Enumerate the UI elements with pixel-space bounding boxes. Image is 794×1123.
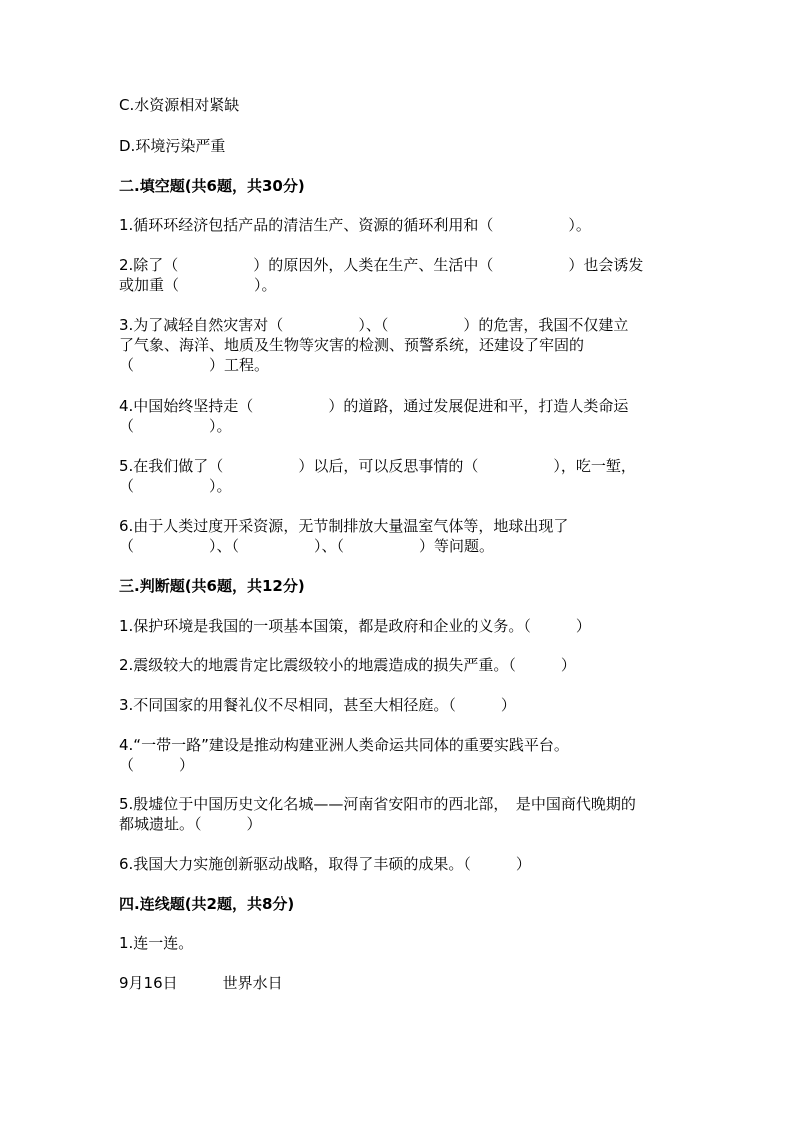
fill-question-3-line1: 3.为了减轻自然灾害对（ ）、（ ）的危害，我国不仅建立 (119, 316, 629, 334)
fill-question-2-line1: 2.除了（ ）的原因外，人类在生产、生活中（ ）也会诱发 (119, 256, 644, 274)
fill-question-3-line2: 了气象、海洋、地质及生物等灾害的检测、预警系统，还建设了牢固的 (119, 336, 585, 354)
fill-question-5-line2: （ ）。 (119, 477, 232, 495)
match-row-1: 9月16日 世界水日 (119, 974, 283, 992)
option-d: D.环境污染严重 (119, 137, 226, 155)
judge-question-3: 3.不同国家的用餐礼仪不尽相同，甚至大相径庭。（ ） (119, 696, 516, 714)
judge-question-4-line2: （ ） (119, 756, 195, 774)
section4-title: 四.连线题(共2题，共8分) (119, 895, 295, 913)
option-c: C.水资源相对紧缺 (119, 96, 240, 114)
judge-question-6: 6.我国大力实施创新驱动战略，取得了丰硕的成果。（ ） (119, 855, 531, 873)
fill-question-2-line2: 或加重（ ）。 (119, 276, 277, 294)
section2-title: 二.填空题(共6题，共30分) (119, 177, 305, 195)
section3-title: 三.判断题(共6题，共12分) (119, 577, 305, 595)
judge-question-5-line2: 都城遗址。（ ） (119, 815, 262, 833)
judge-question-4-line1: 4.“一带一路”建设是推动构建亚洲人类命运共同体的重要实践平台。 (119, 736, 569, 754)
match-question-1: 1.连一连。 (119, 934, 194, 952)
fill-question-3-line3: （ ）工程。 (119, 356, 270, 374)
fill-question-6-line1: 6.由于人类过度开采资源，无节制排放大量温室气体等，地球出现了 (119, 517, 569, 535)
judge-question-1: 1.保护环境是我国的一项基本国策，都是政府和企业的义务。（ ） (119, 617, 591, 635)
judge-question-2: 2.震级较大的地震肯定比震级较小的地震造成的损失严重。（ ） (119, 656, 576, 674)
fill-question-1: 1.循环环经济包括产品的清洁生产、资源的循环利用和（ ）。 (119, 216, 591, 234)
fill-question-4-line2: （ ）。 (119, 417, 232, 435)
fill-question-6-line2: （ ）、（ ）、（ ）等问题。 (119, 537, 495, 555)
fill-question-4-line1: 4.中国始终坚持走（ ）的道路，通过发展促进和平，打造人类命运 (119, 397, 629, 415)
judge-question-5-line1: 5.殷墟位于中国历史文化名城——河南省安阳市的西北部， 是中国商代晚期的 (119, 795, 636, 813)
fill-question-5-line1: 5.在我们做了（ ）以后，可以反思事情的（ ），吃一堑， (119, 457, 636, 475)
